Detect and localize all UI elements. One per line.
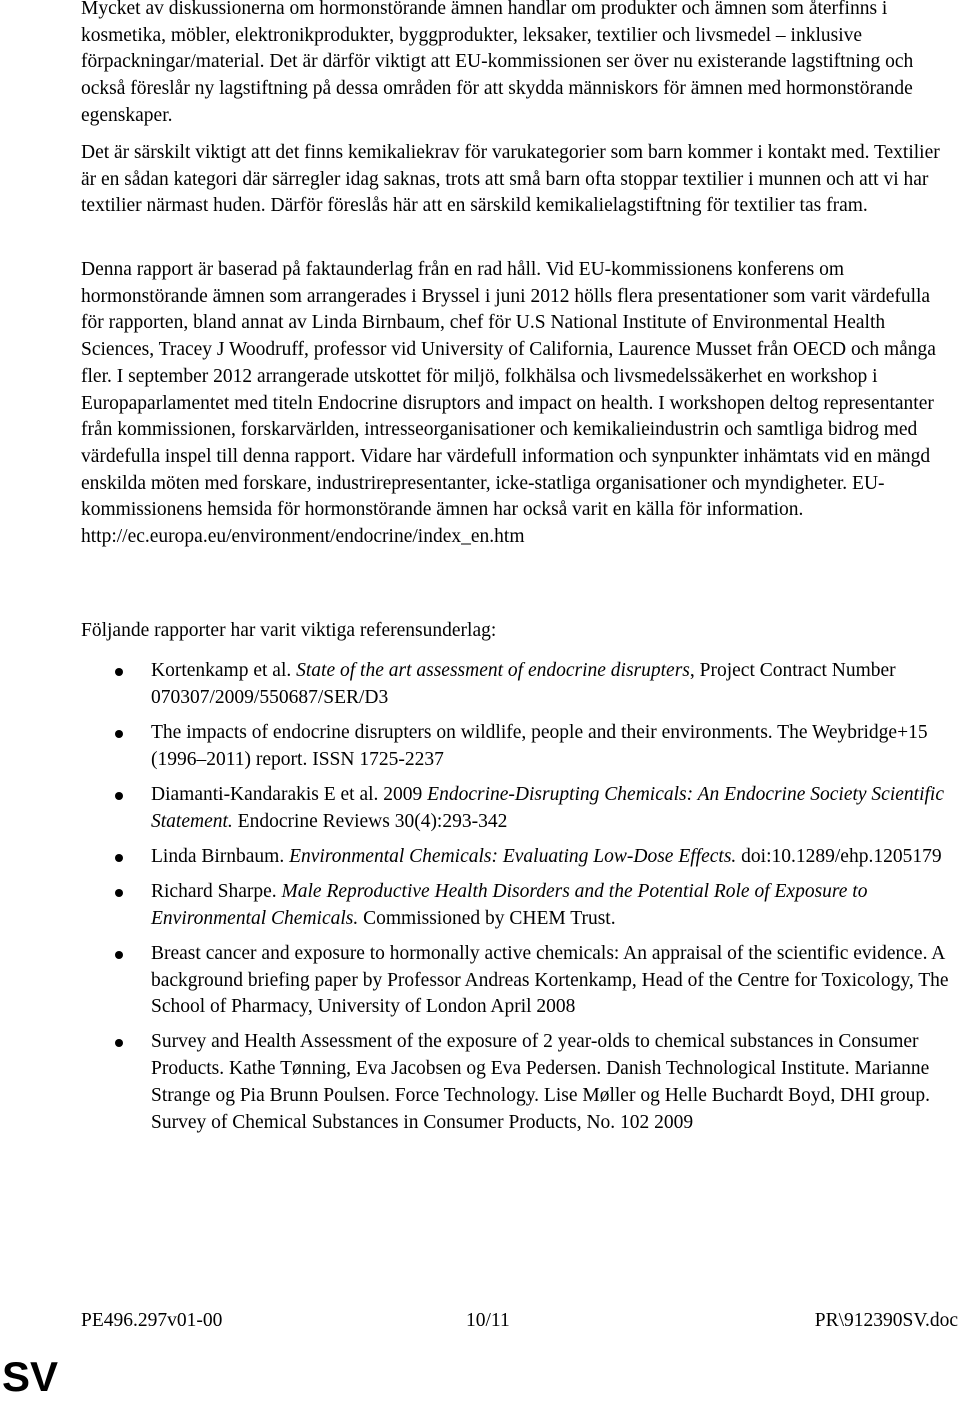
reference-item xyxy=(81,658,953,711)
bullet-icon xyxy=(115,1039,123,1047)
bullet-icon xyxy=(115,854,123,862)
reference-text: Richard Sharpe. xyxy=(151,880,282,902)
reference-item xyxy=(81,844,953,871)
reference-title: State of the art assessment of endocrine disrupters xyxy=(296,660,690,681)
paragraph-intro: Mycket av diskussionerna om hormonstörande ämnen handlar om produkter och ämnen som återfinns i kosmetika, möbler, elektronikprodukter, byggprodukter, leksaker, textilier och livsmedel – inklusive förpackningar/material. Det är därför viktigt att EU-kommissionen ser över nu existerande lagstiftning och också föreslår ny lagstiftning på dessa områden för att skydda människors för ämnen med hormonstörande egenskaper. xyxy=(81,0,914,126)
reference-text: Diamanti-Kandarakis E et al. 2009 xyxy=(151,783,428,805)
reference-item xyxy=(81,1029,953,1136)
reference-title: Male Reproductive Health Disorders and the Potential Role of Exposure to Environmental Chemicals. xyxy=(151,880,868,929)
page-footer xyxy=(0,1310,960,1340)
reference-text: Commissioned by CHEM Trust. xyxy=(358,907,616,929)
bullet-icon xyxy=(115,792,123,800)
page-number: 10/11 xyxy=(466,1310,510,1331)
bullet-icon xyxy=(115,730,123,738)
file-name: PR\912390SV.doc xyxy=(814,1310,958,1331)
paragraph-children-textiles: Det är särskilt viktigt att det finns kemikaliekrav för varukategorier som barn kommer i kontakt med. Textilier är en sådan kategori där särregler idag saknas, trots att små barn ofta stoppar textilier i munnen och att vi har textilier närmast huden. Därför föreslås här att en särskild kemikalielagstiftning för textilier tas fram. xyxy=(81,142,940,217)
paragraph-references-intro: Följande rapporter har varit viktiga referensunderlag: xyxy=(81,620,497,641)
reference-item xyxy=(81,720,953,773)
reference-text: The impacts of endocrine disrupters on wildlife, people and their environments. The Weybridge+15 (1996–2011) report. ISSN 1725-2237 xyxy=(151,721,928,770)
bullet-icon xyxy=(115,951,123,959)
reference-text: , Project Contract Number 070307/2009/550687/SER/D3 xyxy=(151,660,896,708)
reference-text: Survey and Health Assessment of the exposure of 2 year-olds to chemical substances in Consumer Products. Kathe Tønning, Eva Jacobsen og Eva Pedersen. Danish Technological Institute. Marianne Strange og Pia Brunn Poulsen. Force Technology. Lise Møller og Helle Buchardt Boyd, DHI group. Survey of Chemical Substances in Consumer Products, No. 102 2009 xyxy=(151,1031,931,1133)
reference-text: doi:10.1289/ehp.1205179 xyxy=(736,845,942,867)
bullet-icon xyxy=(115,668,123,676)
reference-title: Endocrine-Disrupting Chemicals: An Endocrine Society Scientific Statement. xyxy=(151,783,944,832)
reference-list xyxy=(81,658,953,1145)
reference-title: Environmental Chemicals: Evaluating Low-Dose Effects. xyxy=(289,845,737,867)
reference-text: Breast cancer and exposure to hormonally active chemicals: An appraisal of the scientific evidence. A background briefing paper by Professor Andreas Kortenkamp, Head of the Centre for Toxicology, The School of Pharmacy, University of London April 2008 xyxy=(151,942,949,1018)
reference-text: Kortenkamp et al. xyxy=(151,660,297,681)
document-number: PE496.297v01-00 xyxy=(81,1310,223,1331)
bullet-icon xyxy=(115,889,123,897)
reference-item xyxy=(81,941,953,1021)
reference-item xyxy=(81,782,953,835)
reference-text: Linda Birnbaum. xyxy=(151,845,290,867)
reference-item xyxy=(81,879,953,932)
language-code: SV xyxy=(2,1353,59,1400)
reference-text: Endocrine Reviews 30(4):293-342 xyxy=(232,810,508,832)
paragraph-sources: Denna rapport är baserad på faktaunderlag från en rad håll. Vid EU-kommissionens konferens om hormonstörande ämnen som arrangerades i Bryssel i juni 2012 hölls flera presentationer som varit värdefulla för rapporten, bland annat av Linda Birnbaum, chef för U.S National Institute of Environmental Health Sciences, Tracey J Woodruff, professor vid University of California, Laurence Musset från OECD och många fler. I september 2012 arrangerade utskottet för miljö, folkhälsa och livsmedelssäkerhet en workshop i Europaparlamentet med titeln Endocrine disruptors and impact on health. I workshopen deltog representanter från kommissionen, forskarvärlden, intresseorganisationer och kemikalieindustrin och samtliga bidrog med värdefulla inspel till denna rapport. Vidare har värdefull information och synpunkter inhämtats vid en mängd enskilda möten med forskare, industrirepresentanter, icke-statliga organisationer och myndigheter. EU-kommissionens hemsida för hormonstörande ämnen har också varit en källa för information. http://ec.europa.eu/environment/endocrine/index_en.htm xyxy=(81,259,936,548)
